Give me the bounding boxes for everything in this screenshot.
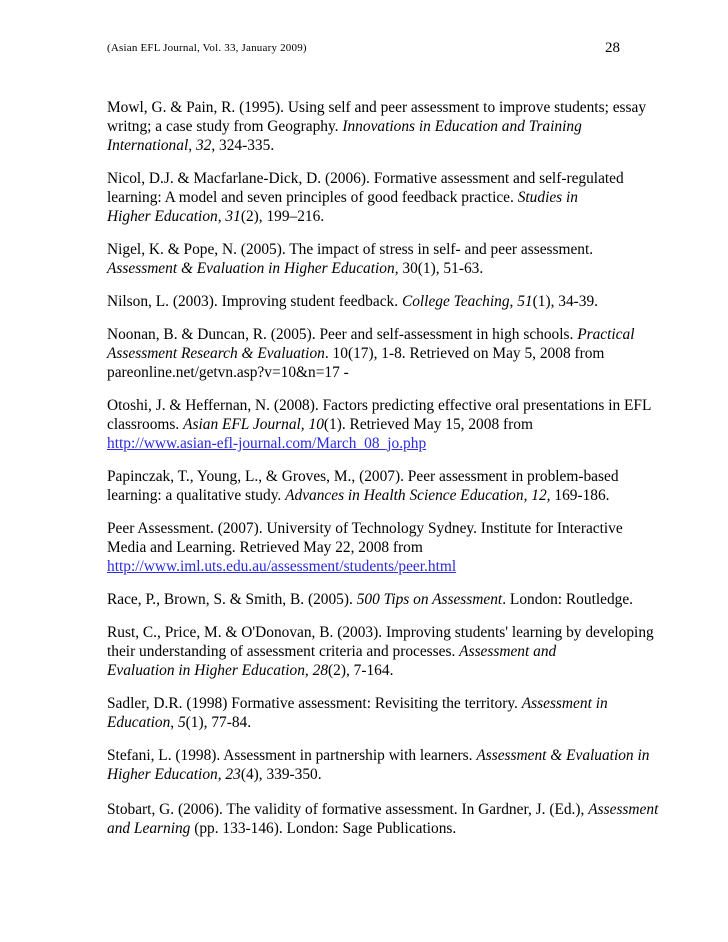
reference-entry: Stefani, L. (1998). Assessment in partnership with learners. Assessment & Evaluation in Higher Education, 23(4), 339-350.: [107, 747, 650, 783]
reference-entry: Rust, C., Price, M. & O'Donovan, B. (2003). Improving students' learning by developing their understanding of assessment criteria and processes. Assessment and Evaluation in Higher Education, 28(2), 7-164.: [107, 624, 654, 679]
reference-entry: Mowl, G. & Pain, R. (1995). Using self and peer assessment to improve students; essay writng; a case study from Geography. Innovations in Education and Training International, 32, 324-335.: [107, 99, 647, 154]
reference-entry: Nicol, D.J. & Macfarlane-Dick, D. (2006). Formative assessment and self-regulated learning: A model and seven principles of good feedback practice. Studies in Higher Education, 31(2), 199–216.: [107, 170, 624, 225]
page-number: 28: [605, 40, 620, 56]
reference-entry: Nigel, K. & Pope, N. (2005). The impact of stress in self- and peer assessment. Assessment & Evaluation in Higher Education, 30(1), 51-63.: [107, 241, 594, 277]
reference-link[interactable]: http://www.asian-efl-journal.com/March_08_jo.php: [107, 435, 427, 452]
reference-entry: Sadler, D.R. (1998) Formative assessment: Revisiting the territory. Assessment in Education, 5(1), 77-84.: [107, 695, 608, 731]
reference-entry: Otoshi, J. & Heffernan, N. (2008). Factors predicting effective oral presentations in EFL classrooms. Asian EFL Journal, 10(1). Retrieved May 15, 2008 from http://www.asian-efl-journal.com/March_08_jo.php: [107, 397, 652, 452]
reference-entry: Race, P., Brown, S. & Smith, B. (2005). 500 Tips on Assessment. London: Routledge.: [107, 591, 634, 608]
reference-entry: Noonan, B. & Duncan, R. (2005). Peer and self-assessment in high schools. Practical Assessment Research & Evaluation. 10(17), 1-8. Retrieved on May 5, 2008 from pareonline.net/getvn.asp?v=10&n=17 -: [107, 326, 635, 381]
reference-entry: Stobart, G. (2006). The validity of formative assessment. In Gardner, J. (Ed.), Assessment and Learning (pp. 133-146). London: Sage Publications.: [107, 801, 659, 837]
reference-entry: Papinczak, T., Young, L., & Groves, M., (2007). Peer assessment in problem-based learning: a qualitative study. Advances in Health Science Education, 12, 169-186.: [107, 468, 619, 504]
reference-link[interactable]: http://www.iml.uts.edu.au/assessment/students/peer.html: [107, 558, 457, 575]
reference-entry: Nilson, L. (2003). Improving student feedback. College Teaching, 51(1), 34-39.: [107, 293, 599, 310]
reference-entry: Peer Assessment. (2007). University of Technology Sydney. Institute for Interactive Media and Learning. Retrieved May 22, 2008 from http://www.iml.uts.edu.au/assessment/students/peer.html: [107, 520, 623, 575]
reference-list: [107, 98, 659, 852]
running-head: (Asian EFL Journal, Vol. 33, January 2009): [107, 42, 307, 54]
